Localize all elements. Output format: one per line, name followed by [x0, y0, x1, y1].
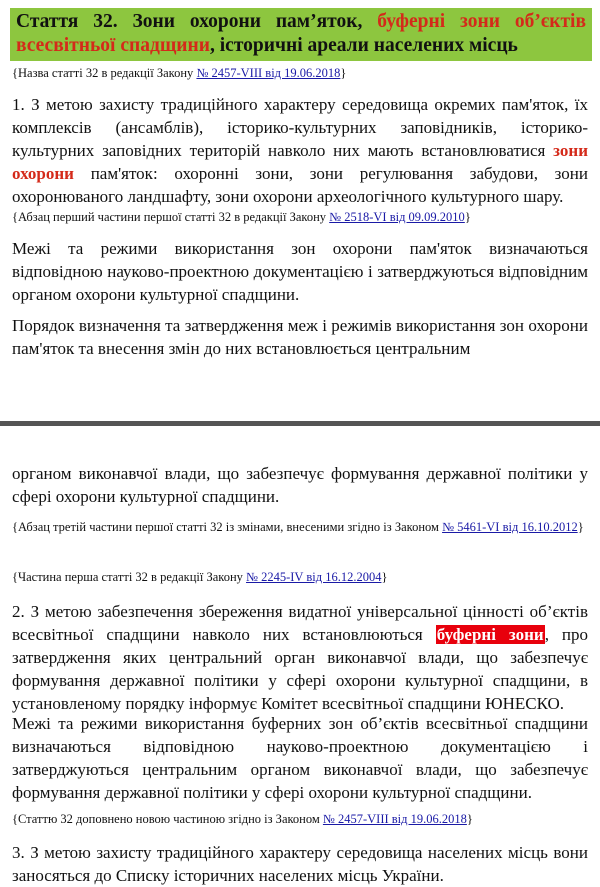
law-link[interactable]: № 2518-VI від 09.09.2010: [329, 210, 465, 224]
title-text-end: , історичні ареали населених місць: [210, 35, 518, 56]
page-divider: [0, 421, 600, 426]
note-text: {Статтю 32 доповнено новою частиною згідно із Законом: [12, 812, 323, 826]
law-link[interactable]: № 2245-IV від 16.12.2004: [246, 570, 382, 584]
note-text: {Частина перша статті 32 в редакції Закону: [12, 570, 247, 584]
amendment-note: [12, 518, 588, 536]
highlight-buffer-zones: буферні зони: [436, 625, 544, 644]
note-text: {Абзац перший частини першої статті 32 в редакції Закону: [12, 210, 330, 224]
law-link[interactable]: № 5461-VI від 16.10.2012: [442, 520, 578, 534]
paragraph-3: Порядок визначення та затвердження меж і режимів використання зон охорони пам'яток та внесення змін до них встановлюється центральним: [12, 316, 588, 358]
note-end: }: [577, 520, 584, 534]
note-end: }: [464, 210, 471, 224]
paragraph-2: Межі та режими використання зон охорони пам'яток визначаються відповідною науково-проектною документацією і затверджуються відповідним органом охорони культурної спадщини.: [12, 239, 588, 304]
highlight-zones: зони охорони: [12, 141, 588, 183]
note-end: }: [381, 570, 388, 584]
note-text: {Назва статті 32 в редакції Закону: [12, 66, 197, 80]
paragraph-4: [12, 600, 588, 715]
note-end: }: [340, 66, 347, 80]
law-link[interactable]: № 2457-VIII від 19.06.2018: [322, 812, 467, 826]
note-text: {Абзац третій частини першої статті 32 із змінами, внесеними згідно із Законом: [12, 520, 443, 534]
paragraph-5: Межі та режими використання буферних зон об’єктів всесвітньої спадщини визначаються відповідною науково-проектною документацією і затверджуються центральним органом виконавчої влади, що забезпечує формування державної політики у сфері охорони культурної спадщини.: [12, 714, 588, 802]
amendment-note: [12, 810, 588, 828]
paragraph-3-continued: органом виконавчої влади, що забезпечує формування державної політики у сфері охорони культурної спадщини.: [12, 464, 588, 506]
amendment-note: [12, 568, 588, 586]
paragraph-text: , про затвердження яких центральний орган виконавчої влади, що забезпечує формування державної політики у сфері охорони культурної спадщини, в установленому порядку інформує Комітет всесвітньої спадщини ЮНЕСКО.: [12, 625, 589, 713]
article-title: [10, 8, 592, 61]
title-highlight: буферні зони об’єктів всесвітньої спадщини: [16, 11, 586, 56]
amendment-note: [12, 64, 588, 82]
title-text: Стаття 32. Зони охорони пам’яток,: [16, 11, 378, 32]
law-link[interactable]: № 2457-VIII від 19.06.2018: [196, 66, 341, 80]
paragraph-1: [12, 93, 588, 208]
paragraph-text: 1. З метою захисту традиційного характеру середовища окремих пам'яток, їх комплексів (ансамблів), історико-культурних заповідників, історико-культурних заповідних територій навколо них мають встановлюватися: [12, 95, 588, 160]
paragraph-text: пам'яток: охоронні зони, зони регулювання забудови, зони охоронюваного ландшафту, зони охорони археологічного культурного шару.: [12, 164, 588, 206]
note-end: }: [466, 812, 473, 826]
paragraph-text: 2. З метою забезпечення збереження видатної універсальної цінності об’єктів всесвітньої спадщини навколо них встановлюються: [12, 602, 588, 644]
paragraph-6: 3. З метою захисту традиційного характеру середовища населених місць вони заносяться до Списку історичних населених місць України.: [12, 843, 588, 885]
amendment-note: [12, 208, 588, 226]
